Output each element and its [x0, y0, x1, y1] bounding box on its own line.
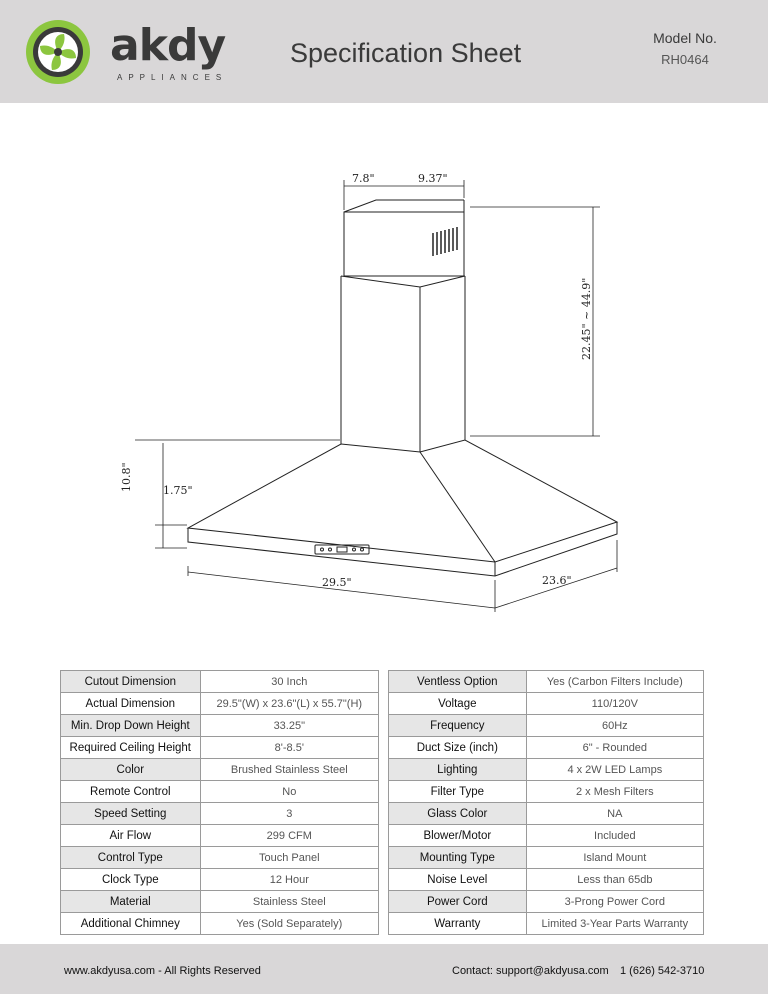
spec-value: 33.25" — [200, 715, 378, 737]
spec-label: Additional Chimney — [61, 913, 201, 935]
spec-value: 3-Prong Power Cord — [526, 891, 703, 913]
spec-value: 60Hz — [526, 715, 703, 737]
spec-value: Brushed Stainless Steel — [200, 759, 378, 781]
spec-value: 12 Hour — [200, 869, 378, 891]
spec-value: No — [200, 781, 378, 803]
spec-row — [61, 781, 379, 803]
range-hood-drawing — [100, 160, 660, 620]
spec-value: 299 CFM — [200, 825, 378, 847]
spec-row — [61, 891, 379, 913]
spec-label: Speed Setting — [61, 803, 201, 825]
chimney-upper — [344, 212, 464, 276]
spec-value: 110/120V — [526, 693, 703, 715]
spec-row — [389, 671, 704, 693]
spec-row — [61, 847, 379, 869]
spec-value: 2 x Mesh Filters — [526, 781, 703, 803]
spec-row — [389, 759, 704, 781]
spec-row — [61, 715, 379, 737]
spec-label: Remote Control — [61, 781, 201, 803]
dim-chimney-depth: 7.8" — [352, 172, 375, 185]
spec-label: Cutout Dimension — [61, 671, 201, 693]
spec-label: Lighting — [389, 759, 527, 781]
spec-label: Glass Color — [389, 803, 527, 825]
spec-value: 30 Inch — [200, 671, 378, 693]
spec-row — [389, 869, 704, 891]
spec-label: Blower/Motor — [389, 825, 527, 847]
spec-value: NA — [526, 803, 703, 825]
spec-label: Filter Type — [389, 781, 527, 803]
chimney-lower — [341, 276, 465, 287]
brand-subtitle: APPLIANCES — [117, 73, 228, 82]
spec-row — [389, 715, 704, 737]
spec-label: Required Ceiling Height — [61, 737, 201, 759]
vent-slots — [433, 227, 457, 256]
page-title: Specification Sheet — [290, 38, 522, 68]
spec-row — [389, 913, 704, 935]
spec-row — [61, 759, 379, 781]
spec-label: Warranty — [389, 913, 527, 935]
spec-row — [389, 781, 704, 803]
spec-row — [389, 847, 704, 869]
spec-value: Touch Panel — [200, 847, 378, 869]
footer-phone: 1 (626) 542-3710 — [620, 965, 705, 977]
spec-table-right — [388, 670, 704, 935]
spec-value: Yes (Carbon Filters Include) — [526, 671, 703, 693]
spec-row — [389, 693, 704, 715]
spec-label: Mounting Type — [389, 847, 527, 869]
spec-label: Power Cord — [389, 891, 527, 913]
spec-row — [61, 913, 379, 935]
spec-row — [61, 803, 379, 825]
spec-value: 8'-8.5' — [200, 737, 378, 759]
spec-label: Noise Level — [389, 869, 527, 891]
model-number: RH0464 — [661, 52, 709, 67]
footer-band — [0, 944, 768, 994]
dim-canopy-height: 10.8" — [120, 462, 133, 492]
fan-logo-icon — [22, 16, 102, 86]
header-band — [0, 0, 768, 103]
spec-label: Duct Size (inch) — [389, 737, 527, 759]
dim-chimney-height: 22.45" ~ 44.9" — [580, 277, 593, 360]
spec-label: Actual Dimension — [61, 693, 201, 715]
dim-width: 29.5" — [322, 576, 352, 589]
spec-row — [389, 803, 704, 825]
hood-canopy — [188, 440, 617, 562]
spec-table-left — [60, 670, 379, 935]
spec-row — [61, 693, 379, 715]
spec-row — [61, 825, 379, 847]
spec-value: 4 x 2W LED Lamps — [526, 759, 703, 781]
model-label: Model No. — [653, 30, 717, 46]
footer-website: www.akdyusa.com - All Rights Reserved — [64, 965, 261, 977]
spec-value: Stainless Steel — [200, 891, 378, 913]
spec-value: Yes (Sold Separately) — [200, 913, 378, 935]
spec-label: Frequency — [389, 715, 527, 737]
spec-label: Ventless Option — [389, 671, 527, 693]
spec-value: Limited 3-Year Parts Warranty — [526, 913, 703, 935]
spec-value: Island Mount — [526, 847, 703, 869]
brand-wordmark: akdy — [110, 20, 226, 71]
spec-value: Less than 65db — [526, 869, 703, 891]
spec-row — [389, 737, 704, 759]
spec-label: Color — [61, 759, 201, 781]
control-panel — [315, 545, 369, 554]
spec-value: Included — [526, 825, 703, 847]
spec-label: Air Flow — [61, 825, 201, 847]
dim-depth: 23.6" — [542, 574, 572, 587]
spec-value: 6" - Rounded — [526, 737, 703, 759]
spec-row — [389, 891, 704, 913]
spec-label: Material — [61, 891, 201, 913]
spec-row — [61, 869, 379, 891]
spec-label: Clock Type — [61, 869, 201, 891]
dim-lip: 1.75" — [163, 484, 193, 497]
footer-contact: Contact: support@akdyusa.com — [452, 965, 609, 977]
spec-value: 29.5"(W) x 23.6"(L) x 55.7"(H) — [200, 693, 378, 715]
spec-label: Control Type — [61, 847, 201, 869]
spec-label: Min. Drop Down Height — [61, 715, 201, 737]
dim-chimney-width: 9.37" — [418, 172, 448, 185]
spec-label: Voltage — [389, 693, 527, 715]
spec-value: 3 — [200, 803, 378, 825]
spec-row — [389, 825, 704, 847]
spec-row — [61, 671, 379, 693]
brand-logo — [22, 16, 232, 86]
spec-row — [61, 737, 379, 759]
